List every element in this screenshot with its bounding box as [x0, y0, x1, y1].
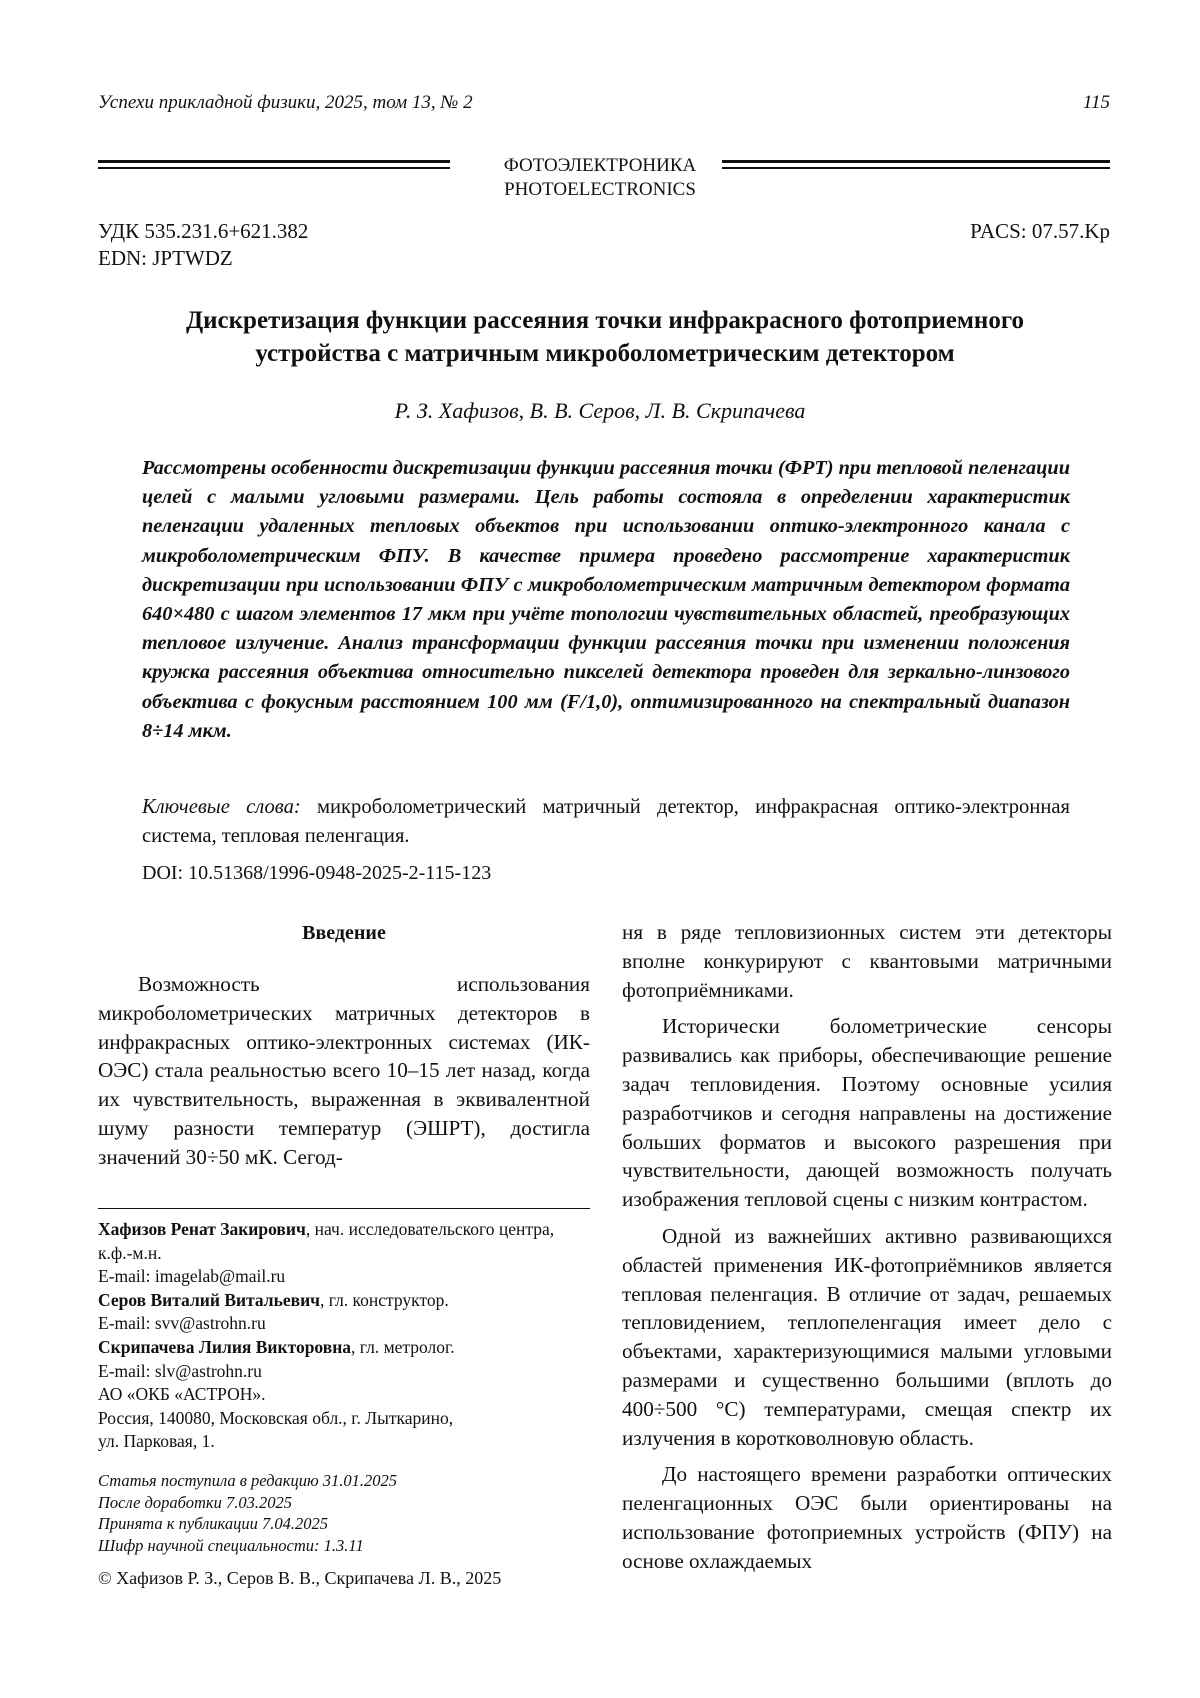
keywords-label: Ключевые слова: — [142, 796, 301, 818]
footnote-separator — [98, 1208, 590, 1209]
date-revised: После доработки 7.03.2025 — [98, 1492, 590, 1514]
author-3-role: , гл. метролог. — [351, 1337, 455, 1357]
abstract: Рассмотрены особенности дискретизации функции рассеяния точки (ФРТ) при тепловой пеленгации целей с малыми угловыми размерами. Цель работы состояла в определении характеристик пеленгации удаленных тепловых объектов при использовании оптико-электронного канала с микроболометрическим ФПУ. В качестве примера проведено рассмотрение характеристик дискретизации при использовании ФПУ с микроболометрическим матричным детектором формата 640×480 с шагом элементов 17 мкм при учёте топологии чувствительных областей, преобразующих тепловое излучение. Анализ трансформации функции рассеяния точки при изменении положения кружка рассеяния объектива относительно пикселей детектора проведен для зеркально-линзового объектива с фокусным расстоянием 100 мм (F/1,0), оптимизированного на спектральный диапазон 8÷14 мкм. — [142, 454, 1070, 746]
keywords-text: микроболометрический матричный детектор, инфракрасная оптико-электронная система, тепловая пеленгация. — [142, 796, 1070, 847]
intro-paragraph-continued: ня в ряде тепловизионных систем эти детекторы вполне конкурируют с квантовыми матричными фотоприёмниками. — [622, 918, 1112, 1004]
page-number: 115 — [1083, 92, 1110, 114]
author-3-email[interactable]: E-mail: slv@astrohn.ru — [98, 1360, 590, 1384]
section-label — [0, 154, 1200, 202]
edn: EDN: JPTWDZ — [98, 245, 308, 272]
keywords — [142, 793, 1070, 851]
authors: Р. З. Хафизов, В. В. Серов, Л. В. Скрипачева — [0, 398, 1200, 424]
author-1-name: Хафизов Ренат Закирович — [98, 1219, 306, 1239]
intro-paragraph-4: До настоящего времени разработки оптических пеленгационных ОЭС были ориентированы на использование фотоприемных устройств (ФПУ) на основе охлаждаемых — [622, 1460, 1112, 1575]
address-line-1: Россия, 140080, Московская обл., г. Лыткарино, — [98, 1407, 590, 1431]
organization: АО «ОКБ «АСТРОН». — [98, 1383, 590, 1407]
article-title — [100, 304, 1110, 370]
author-1-email[interactable]: E-mail: imagelab@mail.ru — [98, 1265, 590, 1289]
title-line-1: Дискретизация функции рассеяния точки инфракрасного фотоприемного — [100, 304, 1110, 337]
specialty-code: Шифр научной специальности: 1.3.11 — [98, 1535, 590, 1557]
doi[interactable]: DOI: 10.51368/1996-0948-2025-2-115-123 — [142, 862, 491, 885]
date-accepted: Принята к публикации 7.04.2025 — [98, 1513, 590, 1535]
udc: УДК 535.231.6+621.382 — [98, 218, 308, 245]
body-left-column — [98, 970, 590, 1172]
title-line-2: устройства с матричным микроболометрическим детектором — [100, 337, 1110, 370]
article-identifiers — [98, 218, 308, 272]
author-2-role: , гл. конструктор. — [320, 1290, 449, 1310]
author-3-name: Скрипачева Лилия Викторовна — [98, 1337, 351, 1357]
author-2-email[interactable]: E-mail: svv@astrohn.ru — [98, 1312, 590, 1336]
address-line-2: ул. Парковая, 1. — [98, 1430, 590, 1454]
intro-paragraph-3: Одной из важнейших активно развивающихся областей применения ИК-фотоприёмников является тепловая пеленгация. В отличие от задач, решаемых тепловидением, теплопеленгация имеет дело с объектами, характеризующимися малыми угловыми размерами и существенно большими (вплоть до 400÷500 °С) температурами, смещая спектр их излучения в коротковолновую область. — [622, 1222, 1112, 1452]
section-label-en: PHOTOELECTRONICS — [0, 178, 1200, 202]
date-received: Статья поступила в редакцию 31.01.2025 — [98, 1470, 590, 1492]
intro-paragraph-1: Возможность использования микроболометрических матричных детекторов в инфракрасных оптико-электронных системах (ИК-ОЭС) стала реальностью всего 10–15 лет назад, когда их чувствительность, выраженная в эквивалентной шуму разности температур (ЭШРТ), достигла значений 30÷50 мК. Сегод- — [98, 970, 590, 1172]
author-2-name: Серов Виталий Витальевич — [98, 1290, 320, 1310]
pacs: PACS: 07.57.Kp — [970, 218, 1110, 245]
section-label-ru: ФОТОЭЛЕКТРОНИКА — [0, 154, 1200, 178]
intro-paragraph-2: Исторически болометрические сенсоры развивались как приборы, обеспечивающие решение задач тепловидения. Поэтому основные усилия разработчиков и сегодня направлены на достижение больших форматов и высокого разрешения при чувствительности, дающей возможность получать изображения тепловой сцены с низким контрастом. — [622, 1012, 1112, 1214]
author-1-role: , нач. исследовательского центра, к.ф.-м.н. — [98, 1219, 554, 1263]
body-right-column — [622, 918, 1112, 1576]
journal-name: Успехи прикладной физики, 2025, том 13, № 2 — [98, 92, 473, 114]
section-heading-introduction: Введение — [98, 922, 590, 945]
article-dates — [98, 1470, 590, 1556]
author-footnote — [98, 1218, 590, 1454]
copyright: © Хафизов Р. З., Серов В. В., Скрипачева Л. В., 2025 — [98, 1568, 501, 1589]
